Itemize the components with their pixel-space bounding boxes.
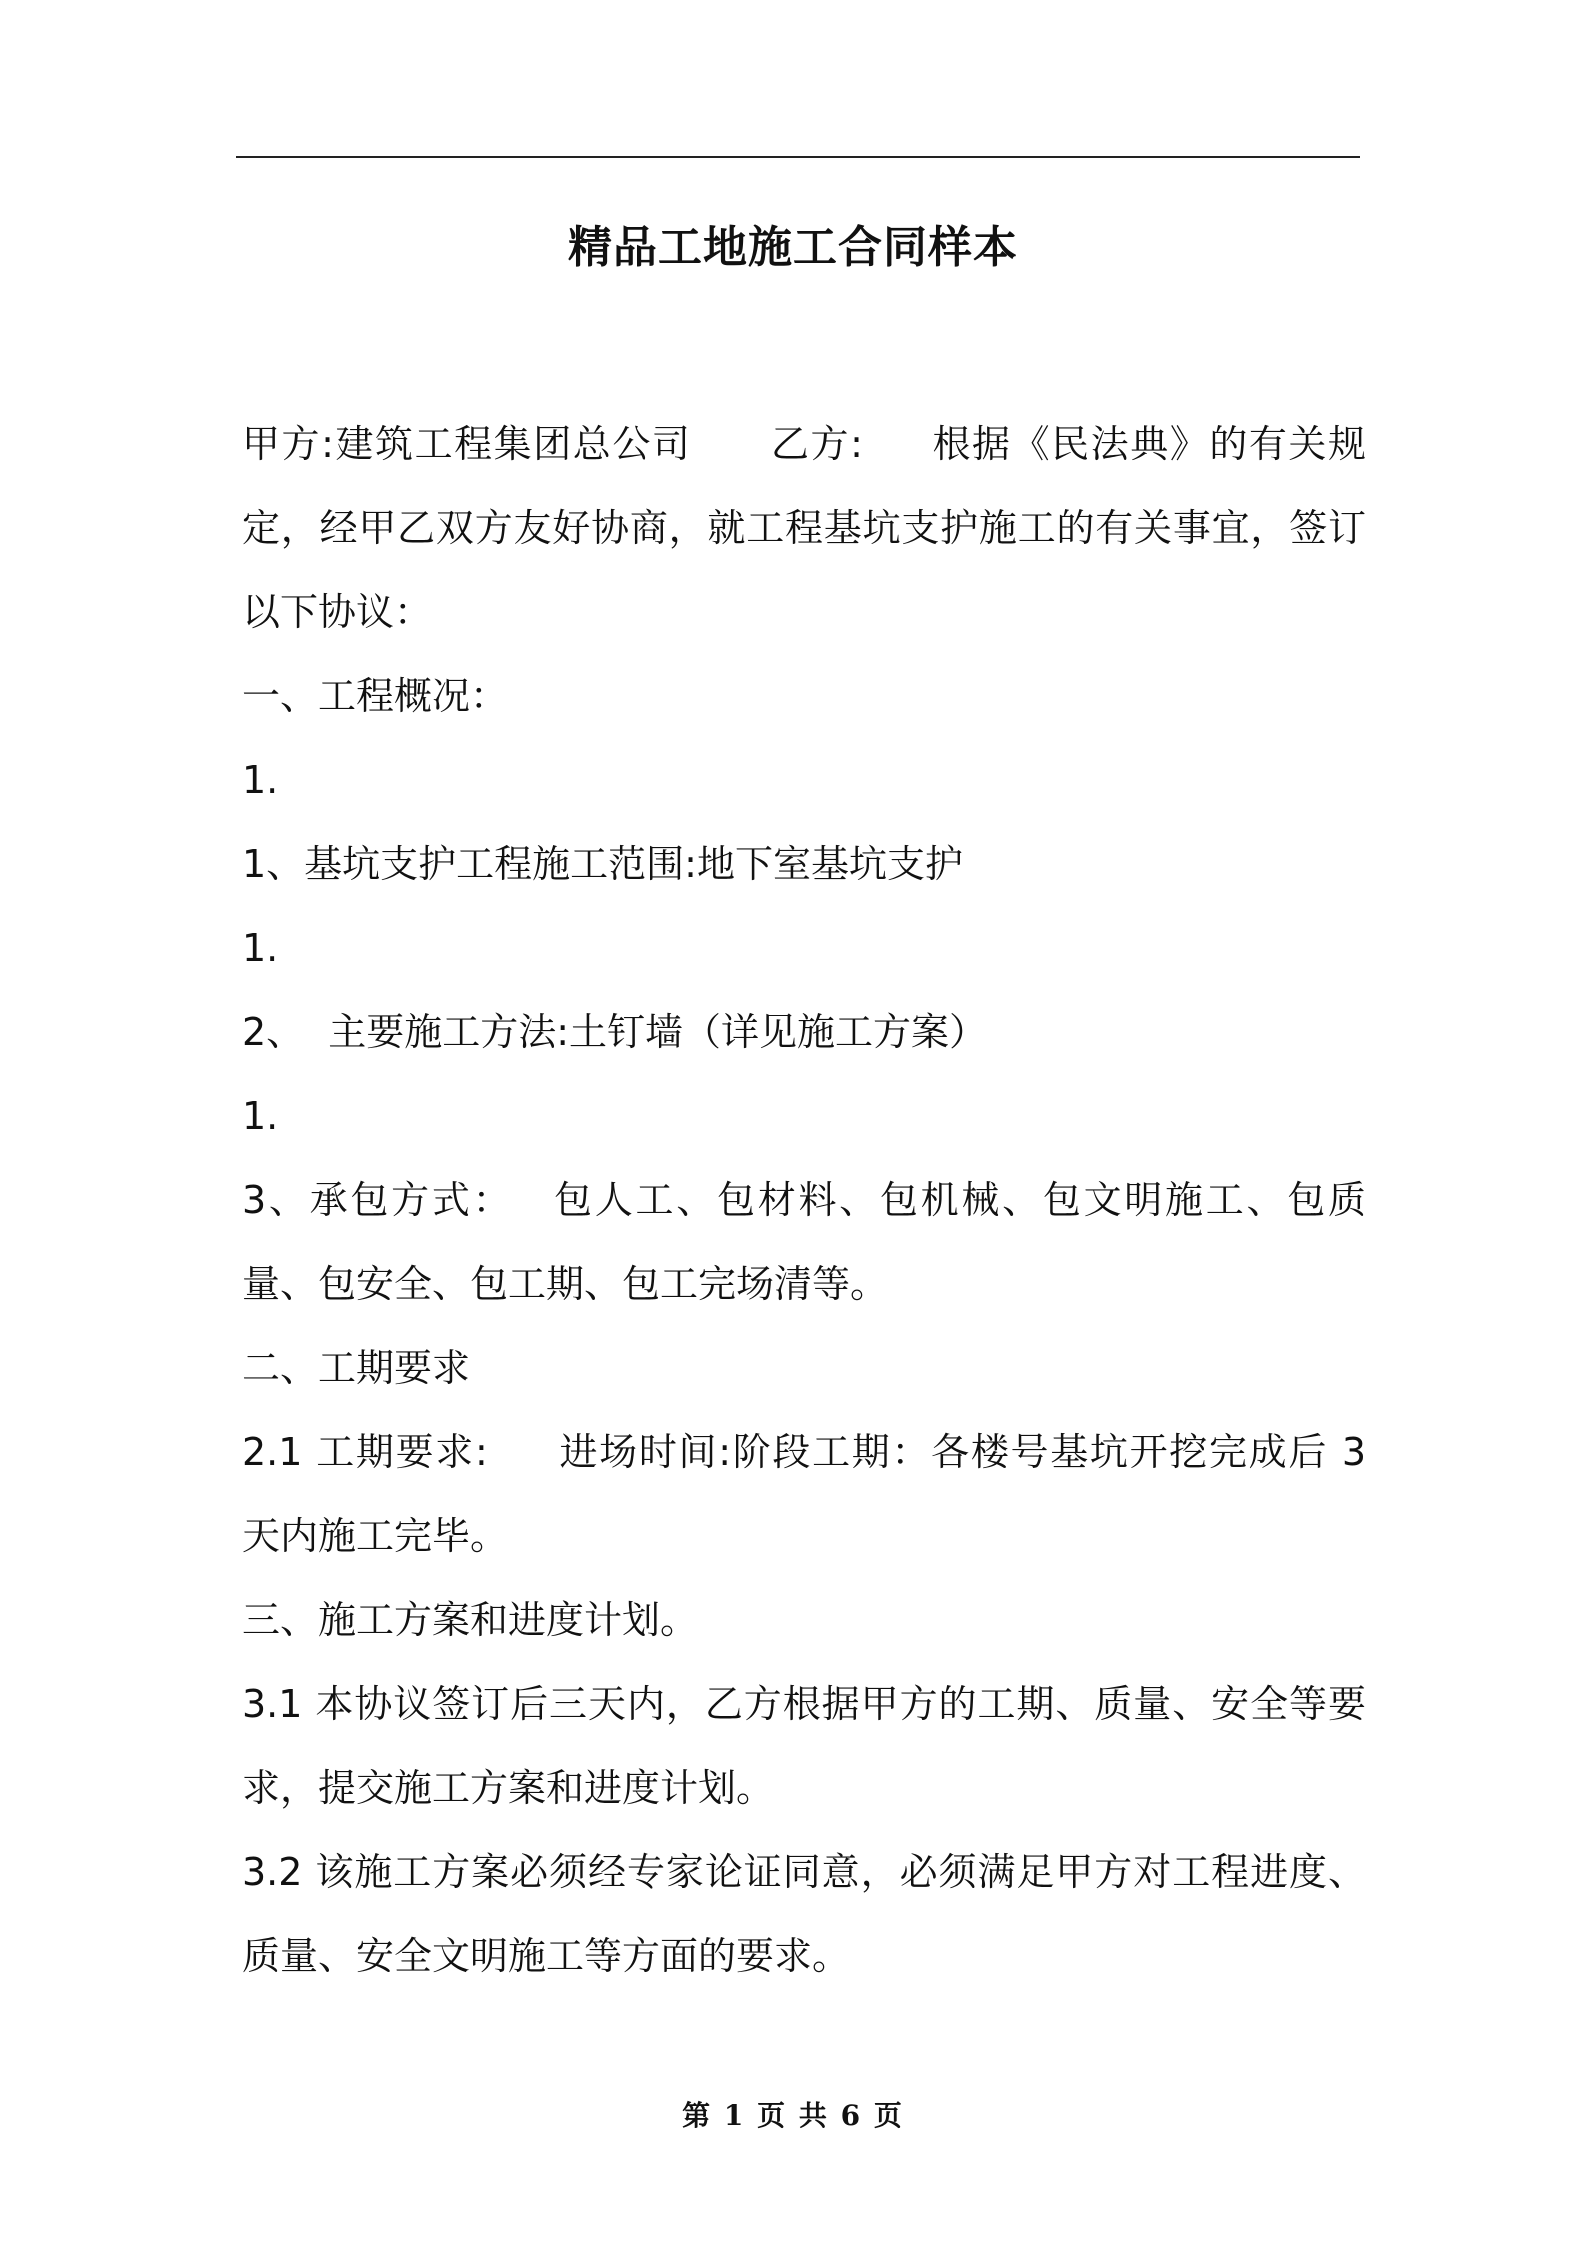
party-b: 乙方: [769,422,863,466]
plan-item-2-number: 3.2 [242,1850,303,1894]
plan-item-1-text: 本协议签订后三天内，乙方根据甲方的工期、质量、安全等要求，提交施工方案和进度计划。 [242,1682,1366,1810]
scope-item: 1、基坑支护工程施工范围:地下室基坑支护 [242,842,963,886]
document-body [242,402,1366,1998]
header-rule [236,156,1360,158]
page-footer: 第 1 页 共 6 页 [682,2099,904,2132]
contract-mode-item [242,1158,1366,1326]
party-a: 甲方:建筑工程集团总公司 [242,422,692,466]
section-heading-overview: 一、工程概况： [242,674,509,718]
section-heading-schedule: 二、工期要求 [242,1346,471,1390]
section-heading-plan: 三、施工方案和进度计划。 [242,1598,699,1642]
schedule-item-label: 2.1 工期要求: [242,1430,488,1474]
parties-paragraph [242,402,1366,654]
list-marker: 1. [242,758,279,802]
plan-item-2 [242,1830,1366,1998]
method-item-text: 主要施工方法:土钉墙（详见施工方案） [328,1010,987,1054]
method-item [242,990,1366,1074]
plan-item-1-number: 3.1 [242,1682,303,1726]
method-item-number: 2、 [242,1010,305,1054]
schedule-item-text: 进场时间:阶段工期：各楼号基坑开挖完成后 3 天内施工完毕。 [242,1430,1366,1558]
plan-item-1 [242,1662,1366,1830]
list-marker: 1. [242,1094,279,1138]
contract-mode-label: 3、承包方式： [242,1178,514,1222]
schedule-item [242,1410,1366,1578]
contract-mode-text: 包人工、包材料、包机械、包文明施工、包质量、包安全、包工期、包工完场清等。 [242,1178,1366,1306]
document-title: 精品工地施工合同样本 [568,222,1018,273]
intro-text: 根据《民法典》的有关规定，经甲乙双方友好协商，就工程基坑支护施工的有关事宜，签订以下协议： [242,422,1366,634]
plan-item-2-text: 该施工方案必须经专家论证同意，必须满足甲方对工程进度、质量、安全文明施工等方面的要求。 [242,1850,1366,1978]
list-marker: 1. [242,926,279,970]
